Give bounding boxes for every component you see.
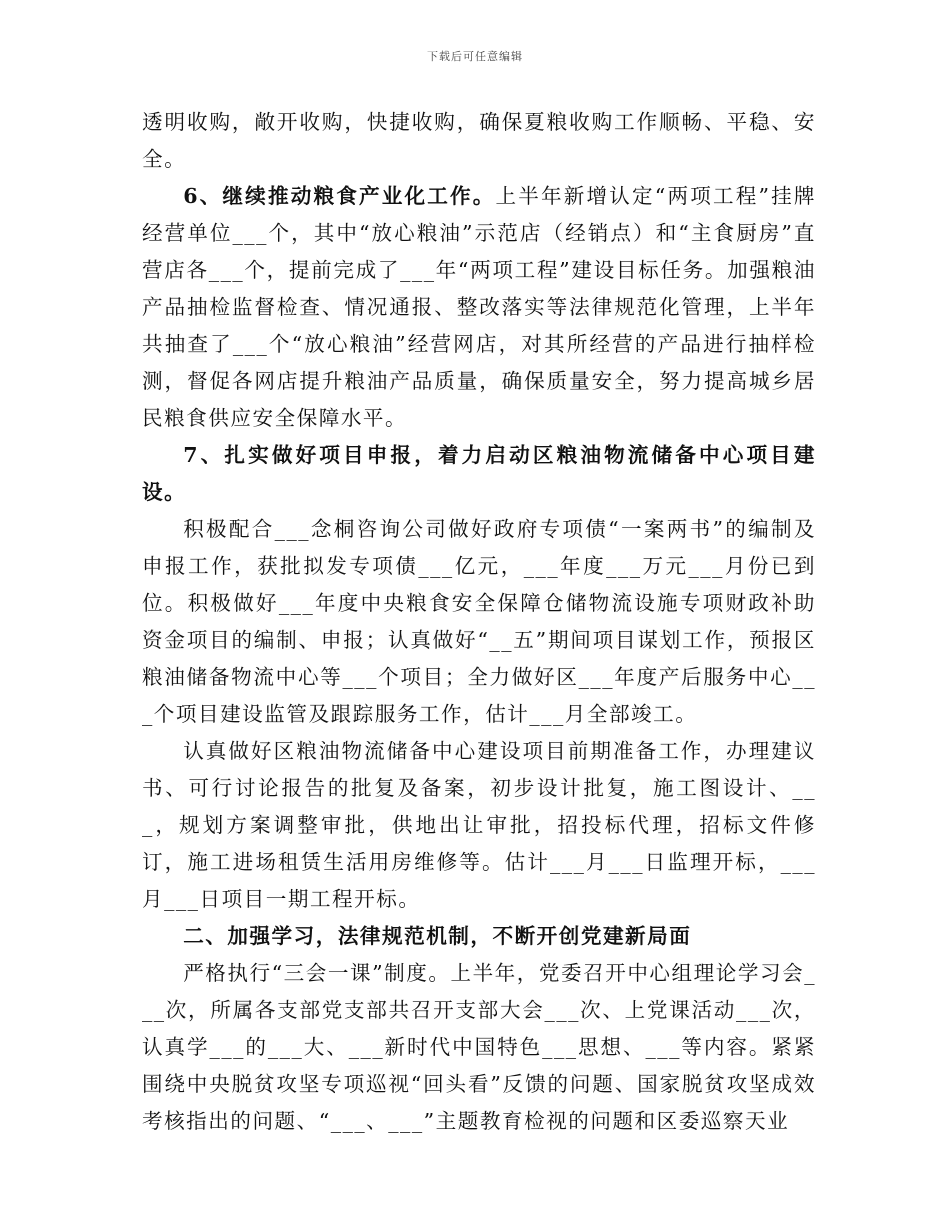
- paragraph-party-study: [142, 955, 816, 1140]
- document-body: [142, 104, 816, 1140]
- paragraph-item-6: [142, 178, 816, 437]
- section-heading: 二、加强学习，法律规范机制，不断开创党建新局面: [183, 924, 692, 948]
- paragraph-continuation: [142, 104, 816, 178]
- paragraph-preparation-work: [142, 733, 816, 918]
- paragraph-text: 认真做好区粮油物流储备中心建设项目前期准备工作，办理建议书、可行讨论报告的批复及备案，初步设计批复，施工图设计、___，规划方案调整审批，供地出让审批，招投标代理，招标文件修订，施工进场租赁生活用房维修等。估计___月___日监理开标，___月___日项目一期工程开标。: [142, 739, 816, 911]
- paragraph-heading: 6、继续推动粮食产业化工作。: [183, 184, 496, 208]
- paragraph-text: 透明收购，敞开收购，快捷收购，确保夏粮收购工作顺畅、平稳、安全。: [142, 110, 816, 171]
- paragraph-item-7-heading: [142, 437, 816, 511]
- paragraph-text: 严格执行“三会一课”制度。上半年，党委召开中心组理论学习会___次，所属各支部党支部共召开支部大会___次、上党课活动___次，认真学___的___大、___新时代中国特色___思想、___等内容。紧紧围绕中央脱贫攻坚专项巡视“回头看”反馈的问题、国家脱贫攻坚成效考核指出的问题、“___、___”主题教育检视的问题和区委巡察天业: [142, 961, 816, 1133]
- page-header-note: 下载后可任意编辑: [427, 50, 523, 63]
- paragraph-text: 上半年新增认定“两项工程”挂牌经营单位___个，其中“放心粮油”示范店（经销点）和“主食厨房”直营店各___个，提前完成了___年“两项工程”建设目标任务。加强粮油产品抽检监督检查、情况通报、整改落实等法律规范化管理，上半年共抽查了___个“放心粮油”经营网店，对其所经营的产品进行抽样检测，督促各网店提升粮油产品质量，确保质量安全，努力提高城乡居民粮食供应安全保障水平。: [142, 184, 817, 430]
- paragraph-project-application: [142, 511, 816, 733]
- paragraph-heading: 7、扎实做好项目申报，着力启动区粮油物流储备中心项目建设。: [142, 443, 816, 504]
- paragraph-text: 积极配合___念桐咨询公司做好政府专项债“一案两书”的编制及申报工作，获批拟发专项债___亿元，___年度___万元___月份已到位。积极做好___年度中央粮食安全保障仓储物流设施专项财政补助资金项目的编制、申报；认真做好“__五”期间项目谋划工作，预报区粮油储备物流中心等___个项目；全力做好区___年度产后服务中心___个项目建设监管及跟踪服务工作，估计___月全部竣工。: [142, 517, 816, 726]
- section-heading-two: [142, 918, 816, 955]
